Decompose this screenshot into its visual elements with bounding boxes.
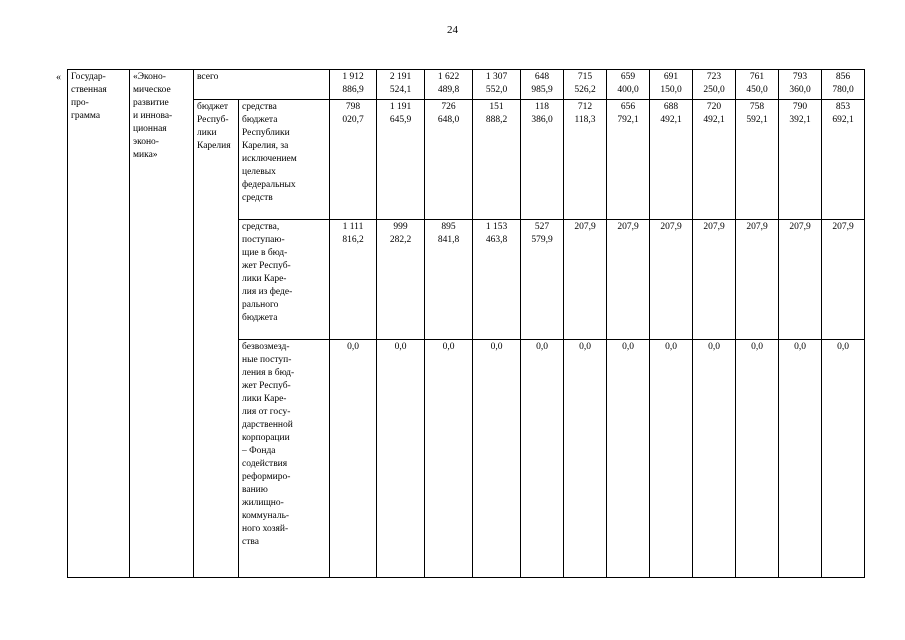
value-line: 648 [534, 72, 550, 82]
value-line: 400,0 [617, 85, 639, 95]
value-line: 118,3 [574, 115, 596, 125]
value-line: 150,0 [660, 85, 682, 95]
value-cell [736, 70, 779, 100]
funding-source-line: ления в бюд- [242, 368, 295, 378]
funding-source-line: корпорации [242, 433, 290, 443]
value-line: 0,0 [837, 342, 849, 352]
value-cell [330, 220, 377, 340]
value-cell [822, 100, 865, 220]
value-line: 0,0 [579, 342, 591, 352]
value-line: 1 622 [437, 72, 460, 82]
value-line: 020,7 [342, 115, 364, 125]
value-cell [736, 340, 779, 578]
funding-source-line: ные поступ- [242, 355, 292, 365]
value-cell [564, 340, 607, 578]
value-line: 645,9 [389, 115, 412, 125]
program-name-line: «Эконо- [133, 72, 166, 82]
program-type-line: грамма [71, 111, 101, 121]
value-line: 527 [534, 222, 550, 232]
value-line: 250,0 [703, 85, 725, 95]
value-line: 207,9 [789, 222, 811, 232]
value-cell [425, 100, 473, 220]
value-cell [521, 100, 564, 220]
funding-source-line: Карелия, за [242, 141, 289, 151]
value-cell [521, 70, 564, 100]
value-line: 492,1 [660, 115, 682, 125]
value-line: 524,1 [389, 85, 412, 95]
value-cell [377, 340, 425, 578]
funding-source-line: содействия [242, 459, 288, 469]
funding-source-line: жет Респуб- [242, 261, 291, 271]
value-line: 895 [441, 222, 456, 232]
value-line: 0,0 [536, 342, 548, 352]
program-name-line: развитие [133, 98, 169, 108]
value-line: 656 [620, 102, 636, 112]
value-line: 841,8 [437, 235, 460, 245]
budget-label-line: Карелия [197, 141, 231, 151]
value-line: 720 [706, 102, 722, 112]
program-type-cell [68, 70, 130, 578]
program-name-line: мическое [133, 85, 171, 95]
funding-source-line: ства [242, 537, 259, 547]
value-line: 0,0 [490, 342, 503, 352]
funding-source-line: федеральных [242, 180, 296, 190]
value-line: 780,0 [832, 85, 854, 95]
value-line: 386,0 [531, 115, 553, 125]
value-cell [564, 220, 607, 340]
value-line: 207,9 [832, 222, 854, 232]
value-line: 886,9 [342, 85, 364, 95]
budget-label-line: лики [197, 128, 217, 138]
funding-source-line: рального [242, 300, 279, 310]
value-cell [822, 220, 865, 340]
value-line: 0,0 [665, 342, 677, 352]
funding-source-line: исключением [242, 154, 297, 164]
budget-label-line: бюджет [197, 102, 229, 112]
value-line: 450,0 [746, 85, 768, 95]
value-line: 648,0 [437, 115, 460, 125]
value-cell [330, 340, 377, 578]
program-name-line: эконо- [133, 137, 159, 147]
value-line: 489,8 [437, 85, 460, 95]
funding-source-line: ного хозяй- [242, 524, 289, 534]
funding-source-line: – Фонда [242, 446, 276, 456]
value-cell [377, 220, 425, 340]
funding-source-line: средства, [242, 222, 280, 232]
value-cell [425, 220, 473, 340]
value-line: 492,1 [703, 115, 725, 125]
value-cell [521, 220, 564, 340]
value-cell [779, 340, 822, 578]
value-line: 790 [792, 102, 808, 112]
value-line: 816,2 [342, 235, 364, 245]
value-line: 985,9 [531, 85, 553, 95]
value-line: 360,0 [789, 85, 811, 95]
value-line: 1 191 [389, 102, 412, 112]
value-line: 1 307 [485, 72, 508, 82]
value-cell [330, 70, 377, 100]
value-cell [650, 220, 693, 340]
value-line: 691 [663, 72, 679, 82]
value-line: 856 [835, 72, 851, 82]
funding-source-line: безвозмезд- [242, 342, 290, 352]
value-line: 723 [706, 72, 722, 82]
page-number: 24 [447, 24, 458, 36]
value-line: 1 153 [485, 222, 508, 232]
funding-source-line: средства [242, 102, 277, 112]
value-line: 793 [792, 72, 808, 82]
value-cell [693, 220, 736, 340]
value-cell [607, 100, 650, 220]
value-line: 207,9 [746, 222, 768, 232]
value-line: 715 [577, 72, 593, 82]
budget-label-line: Респуб- [197, 115, 229, 125]
funding-source-line: коммуналь- [242, 511, 290, 521]
funding-source-line: лия от госу- [242, 407, 291, 417]
value-cell [779, 220, 822, 340]
value-line: 0,0 [794, 342, 806, 352]
value-line: 207,9 [703, 222, 725, 232]
value-cell [736, 220, 779, 340]
funding-source-line: лики Каре- [242, 274, 287, 284]
value-line: 688 [663, 102, 679, 112]
value-line: 207,9 [617, 222, 639, 232]
program-name-line: мика» [133, 150, 158, 160]
budget-table [67, 69, 865, 578]
value-cell [693, 100, 736, 220]
value-cell [693, 70, 736, 100]
value-cell [473, 100, 521, 220]
value-cell [564, 100, 607, 220]
value-line: 118 [535, 102, 549, 112]
value-cell [693, 340, 736, 578]
funding-source-line: Республики [242, 128, 290, 138]
program-name-line: и иннова- [133, 111, 173, 121]
value-cell [736, 100, 779, 220]
value-cell [607, 340, 650, 578]
value-cell [650, 70, 693, 100]
funding-source-line: лия из феде- [242, 287, 293, 297]
value-line: 463,8 [485, 235, 508, 245]
funding-source-line: бюджета [242, 313, 278, 323]
value-cell [425, 340, 473, 578]
funding-source-cell [239, 220, 330, 340]
funding-source-line: поступаю- [242, 235, 285, 245]
value-cell [607, 70, 650, 100]
value-line: 853 [835, 102, 851, 112]
value-line: 579,9 [531, 235, 553, 245]
program-type-line: ственная [71, 85, 107, 95]
value-line: 798 [345, 102, 361, 112]
opening-quote-mark: « [56, 72, 61, 83]
value-line: 207,9 [574, 222, 596, 232]
value-line: 282,2 [389, 235, 412, 245]
value-line: 712 [577, 102, 593, 112]
value-cell [564, 70, 607, 100]
value-cell [650, 340, 693, 578]
funding-source-line: лики Каре- [242, 394, 287, 404]
funding-source-line: щие в бюд- [242, 248, 288, 258]
budget-label-cell [194, 100, 239, 578]
value-cell [607, 220, 650, 340]
funding-source-line: средств [242, 193, 273, 203]
value-cell [650, 100, 693, 220]
value-cell [521, 340, 564, 578]
value-cell [822, 340, 865, 578]
value-line: 207,9 [660, 222, 682, 232]
value-cell [473, 220, 521, 340]
funding-source-cell [239, 100, 330, 220]
value-line: 0,0 [442, 342, 455, 352]
value-line: 792,1 [617, 115, 639, 125]
value-line: 552,0 [485, 85, 508, 95]
value-cell [779, 70, 822, 100]
value-line: 888,2 [485, 115, 508, 125]
funding-source-line: жилищно- [242, 498, 284, 508]
value-line: 392,1 [789, 115, 811, 125]
program-type-line: про- [71, 98, 89, 108]
value-cell [330, 100, 377, 220]
value-line: 0,0 [347, 342, 359, 352]
funding-source-line: ванию [242, 485, 268, 495]
value-line: 0,0 [708, 342, 720, 352]
total-label: всего [194, 70, 330, 100]
value-line: 758 [749, 102, 765, 112]
value-line: 692,1 [832, 115, 854, 125]
program-name-line: ционная [133, 124, 167, 134]
value-line: 999 [393, 222, 408, 232]
value-line: 726 [441, 102, 456, 112]
value-line: 151 [489, 102, 504, 112]
funding-source-cell [239, 340, 330, 578]
funding-source-line: реформиро- [242, 472, 291, 482]
program-name-cell [130, 70, 194, 578]
value-cell [779, 100, 822, 220]
value-cell [473, 340, 521, 578]
row-total [68, 70, 865, 100]
value-line: 2 191 [389, 72, 412, 82]
value-cell [473, 70, 521, 100]
value-line: 0,0 [751, 342, 763, 352]
funding-source-line: целевых [242, 167, 276, 177]
funding-source-line: бюджета [242, 115, 278, 125]
value-line: 0,0 [622, 342, 634, 352]
program-type-line: Государ- [71, 72, 106, 82]
value-line: 1 111 [342, 222, 364, 232]
value-line: 1 912 [342, 72, 364, 82]
funding-source-line: дарственной [242, 420, 293, 430]
value-line: 526,2 [574, 85, 596, 95]
value-line: 659 [620, 72, 636, 82]
value-cell [377, 100, 425, 220]
value-cell [377, 70, 425, 100]
funding-source-line: жет Респуб- [242, 381, 291, 391]
value-line: 0,0 [394, 342, 407, 352]
value-cell [425, 70, 473, 100]
value-line: 592,1 [746, 115, 768, 125]
value-line: 761 [749, 72, 765, 82]
value-cell [822, 70, 865, 100]
